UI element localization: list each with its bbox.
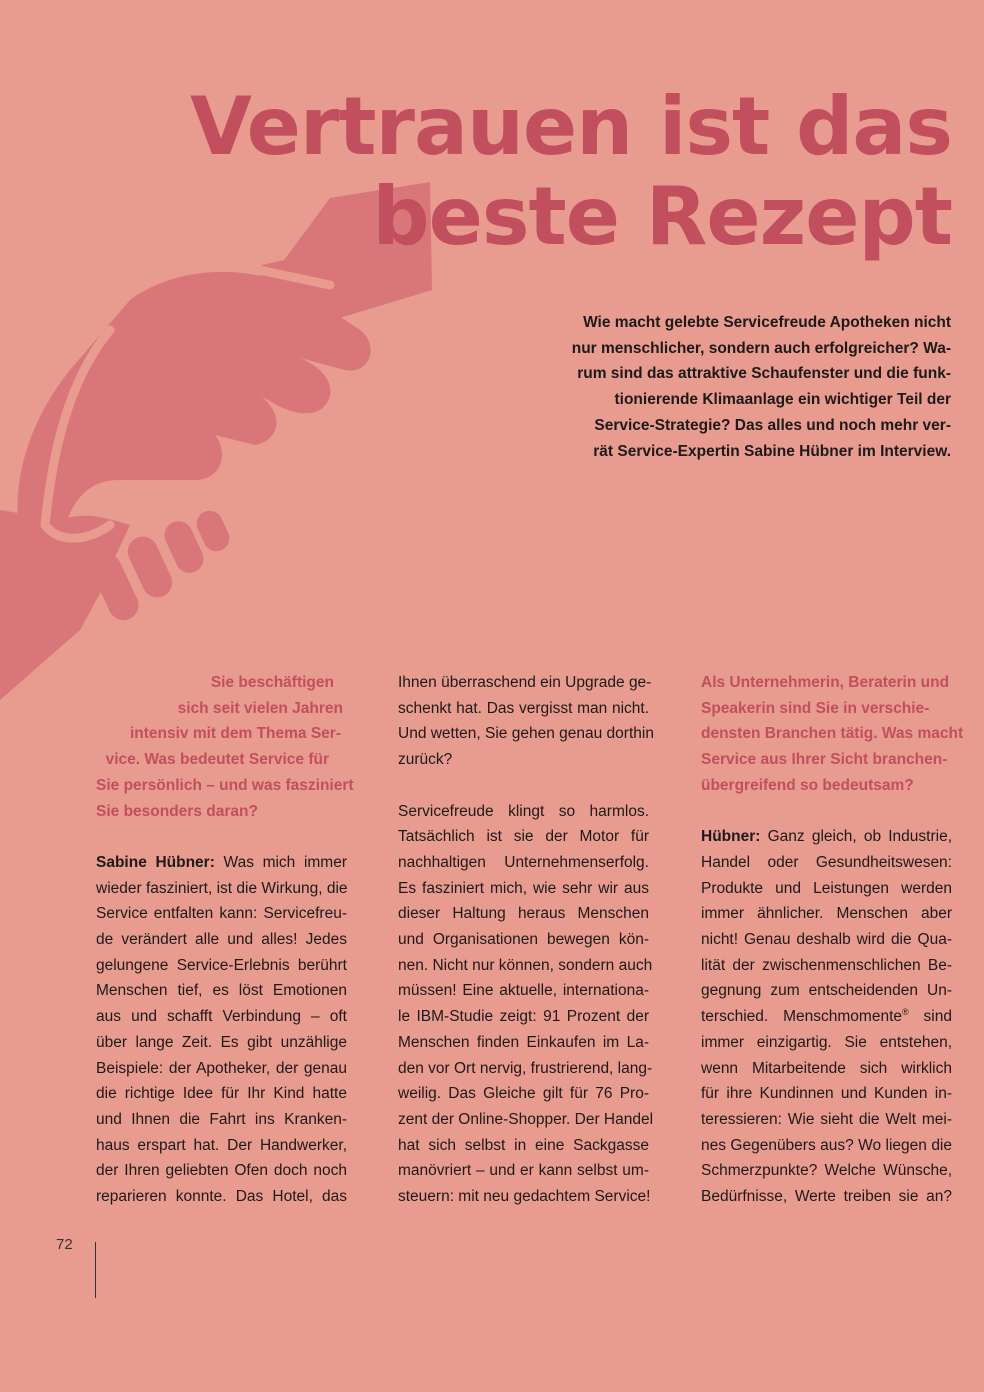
answer-line: zurück?: [398, 751, 453, 769]
answer-line: Beispiele: der Apotheker, der genau: [96, 1059, 347, 1077]
interview-question-1: [96, 670, 354, 824]
answer-text: Was mich immer: [214, 853, 347, 871]
answer-line: [701, 824, 952, 850]
answer-line: nen. Nicht nur können, sondern auch: [398, 956, 653, 974]
answer-line: aus und schafft Verbindung – oft: [96, 1008, 347, 1026]
answer-line: Menschen finden Einkaufen im La-: [398, 1033, 649, 1051]
question-line: sich seit vielen Jahren: [177, 699, 343, 717]
answer-line: immer einzigartig. Sie entstehen,: [701, 1033, 952, 1051]
answer-text: terschied. Menschmomente: [701, 1008, 902, 1026]
question-line: vice. Was bedeutet Service für: [105, 751, 329, 769]
answer-line: Ihnen überraschend ein Upgrade ge-: [398, 674, 652, 691]
answer-line: gelungene Service-Erlebnis berührt: [96, 956, 347, 974]
answer-line: steuern: mit neu gedachtem Service!: [398, 1188, 651, 1206]
answer-line: de verändert alle und alles! Jedes: [96, 931, 347, 949]
speaker-name: Sabine Hübner:: [96, 853, 215, 871]
answer-line: schenkt hat. Das vergisst man nicht.: [398, 699, 649, 717]
page-number: 72: [56, 1236, 73, 1253]
registered-mark: ®: [902, 1006, 909, 1017]
answer-line: reparieren konnte. Das Hotel, das: [96, 1188, 347, 1206]
title-line-1: Vertrauen ist das: [190, 80, 952, 173]
answer-line: nicht! Genau deshalb wird die Qua-: [701, 931, 952, 949]
intro-paragraph: [555, 310, 951, 464]
answer-line: dieser Haltung heraus Menschen: [398, 905, 649, 923]
intro-line: tionierende Klimaanlage ein wichtiger Teil der: [614, 391, 951, 409]
question-line: Als Unternehmerin, Beraterin und: [701, 674, 950, 691]
answer-line: haus erspart hat. Der Handwerker,: [96, 1136, 347, 1154]
answer-line: Bedürfnisse, Werte treiben sie an?: [701, 1188, 952, 1206]
text-column-1: [96, 670, 354, 1235]
answer-line: Schmerzpunkte? Welche Wünsche,: [701, 1162, 952, 1180]
answer-text: Ganz gleich, ob Industrie,: [760, 828, 952, 846]
speaker-name: Hübner:: [701, 828, 761, 846]
answer-line: für ihre Kundinnen und Kunden in-: [701, 1085, 952, 1103]
answer-line: gegnung zum entscheidenden Un-: [701, 982, 952, 1000]
answer-line: wenn Mitarbeitende sich wirklich: [701, 1059, 952, 1077]
intro-line: rum sind das attraktive Schaufenster und die funk-: [577, 365, 951, 383]
question-line: Sie persönlich – und was fasziniert: [96, 776, 354, 794]
answer-line: hat sich selbst in eine Sackgasse: [398, 1136, 649, 1154]
answer-line: der Ihren geliebten Ofen doch noch: [96, 1162, 347, 1180]
question-line: Service aus Ihrer Sicht branchen-: [701, 751, 948, 769]
answer-line: wieder fasziniert, ist die Wirkung, die: [96, 879, 348, 897]
answer-line: über lange Zeit. Es gibt unzählige: [96, 1033, 347, 1051]
interview-answer-2: [701, 824, 952, 1210]
answer-line: Servicefreude klingt so harmlos.: [398, 802, 649, 820]
answer-line: teressieren: Wie sieht die Welt mei-: [701, 1110, 952, 1128]
answer-text: sind: [908, 1008, 952, 1026]
interview-question-2: [701, 670, 964, 799]
article-title: [190, 82, 952, 262]
answer-line: Handel oder Gesundheitswesen:: [701, 853, 952, 871]
answer-line: [96, 850, 347, 876]
question-line: übergreifend so bedeutsam?: [701, 776, 914, 794]
answer-line: immer ähnlicher. Menschen aber: [701, 905, 952, 923]
title-line-2: beste Rezept: [372, 170, 952, 263]
answer-line: zent der Online-Shopper. Der Handel: [398, 1110, 654, 1128]
answer-paragraph-2: [398, 799, 654, 1210]
answer-line: und Organisationen bewegen kön-: [398, 931, 649, 949]
answer-line: nachhaltigen Unternehmenserfolg.: [398, 853, 649, 871]
answer-line: Es fasziniert mich, wie sehr wir aus: [398, 879, 649, 897]
question-line: Sie beschäftigen: [210, 674, 334, 691]
answer-line: Und wetten, Sie gehen genau dorthin: [398, 725, 654, 743]
text-column-3: [701, 670, 964, 1235]
answer-line: Tatsächlich ist sie der Motor für: [398, 828, 649, 846]
answer-line: manövriert – und er kann selbst um-: [398, 1162, 649, 1180]
page-number-divider: [95, 1242, 96, 1298]
answer-line: lität der zwischenmenschlichen Be-: [701, 956, 952, 974]
intro-line: nur menschlicher, sondern auch erfolgreicher? Wa-: [571, 339, 951, 357]
intro-line: rät Service-Expertin Sabine Hübner im Interview.: [593, 442, 951, 460]
answer-line: Service entfalten kann: Servicefreu-: [96, 905, 347, 923]
answer-line: und Ihnen die Fahrt ins Kranken-: [96, 1110, 347, 1128]
intro-line: Service-Strategie? Das alles und noch mehr ver-: [594, 416, 951, 434]
answer-line: nes Gegenübers aus? Wo liegen die: [701, 1136, 952, 1154]
question-line: intensiv mit dem Thema Ser-: [129, 725, 341, 743]
answer-line: den vor Ort nervig, frustrierend, lang-: [398, 1059, 653, 1077]
interview-answer-1: [96, 850, 347, 1210]
answer-continued: [398, 670, 654, 773]
answer-line: [701, 1004, 952, 1030]
answer-line: Produkte und Leistungen werden: [701, 879, 952, 897]
answer-line: Menschen tief, es löst Emotionen: [96, 982, 347, 1000]
question-line: densten Branchen tätig. Was macht: [701, 725, 964, 743]
answer-line: die richtige Idee für Ihr Kind hatte: [96, 1085, 347, 1103]
answer-line: müssen! Eine aktuelle, internationa-: [398, 982, 649, 1000]
intro-line: Wie macht gelebte Servicefreude Apotheken nicht: [583, 314, 951, 331]
text-column-2: [398, 670, 654, 1235]
answer-line: le IBM-Studie zeigt: 91 Prozent der: [398, 1008, 649, 1026]
answer-line: weilig. Das Gleiche gilt für 76 Pro-: [398, 1085, 649, 1103]
question-line: Sie besonders daran?: [96, 802, 258, 820]
question-line: Speakerin sind Sie in verschie-: [701, 699, 930, 717]
